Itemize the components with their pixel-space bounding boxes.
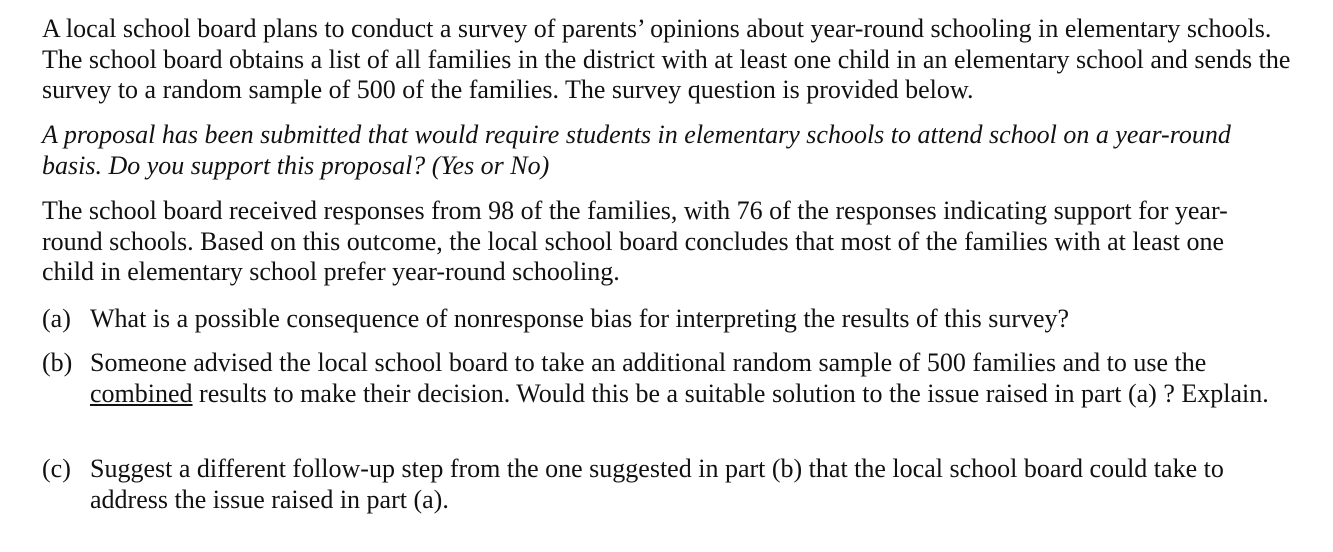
part-c-label: (c) [42,454,71,483]
part-c-text: Suggest a different follow-up step from the one suggested in part (b) that the local school board could take to address the issue raised in part (a). [90,454,1224,514]
part-b-body [90,348,1287,409]
part-b-text-after: results to make their decision. Would this be a suitable solution to the issue raised in part (a) ? Explain. [199,378,1269,408]
part-a-label: (a) [42,304,71,333]
part-b-underlined-word: combined [90,378,193,408]
part-b-label: (b) [42,348,73,377]
part-c [42,454,1307,515]
part-a-text: What is a possible consequence of nonresponse bias for interpreting the results of this survey? [90,304,1070,333]
part-a [42,304,1302,335]
results-paragraph: The school board received responses from 98 of the families, with 76 of the responses indicating support for year-round schools. Based on this outcome, the local school board concludes that most of the families with at least one child in elementary school prefer year-round schooling. [42,196,1228,286]
part-b [42,348,1287,409]
part-b-text-before: Someone advised the local school board to take an additional random sample of 500 families and to use the [90,348,1207,377]
survey-question: A proposal has been submitted that would require students in elementary schools to attend school on a year-round basis. Do you support this proposal? (Yes or No) [42,120,1231,180]
intro-paragraph: A local school board plans to conduct a survey of parents’ opinions about year-round schooling in elementary schools. The school board obtains a list of all families in the district with at least one child in an elementary school and sends the survey to a random sample of 500 of the families. The survey question is provided below. [42,14,1291,104]
